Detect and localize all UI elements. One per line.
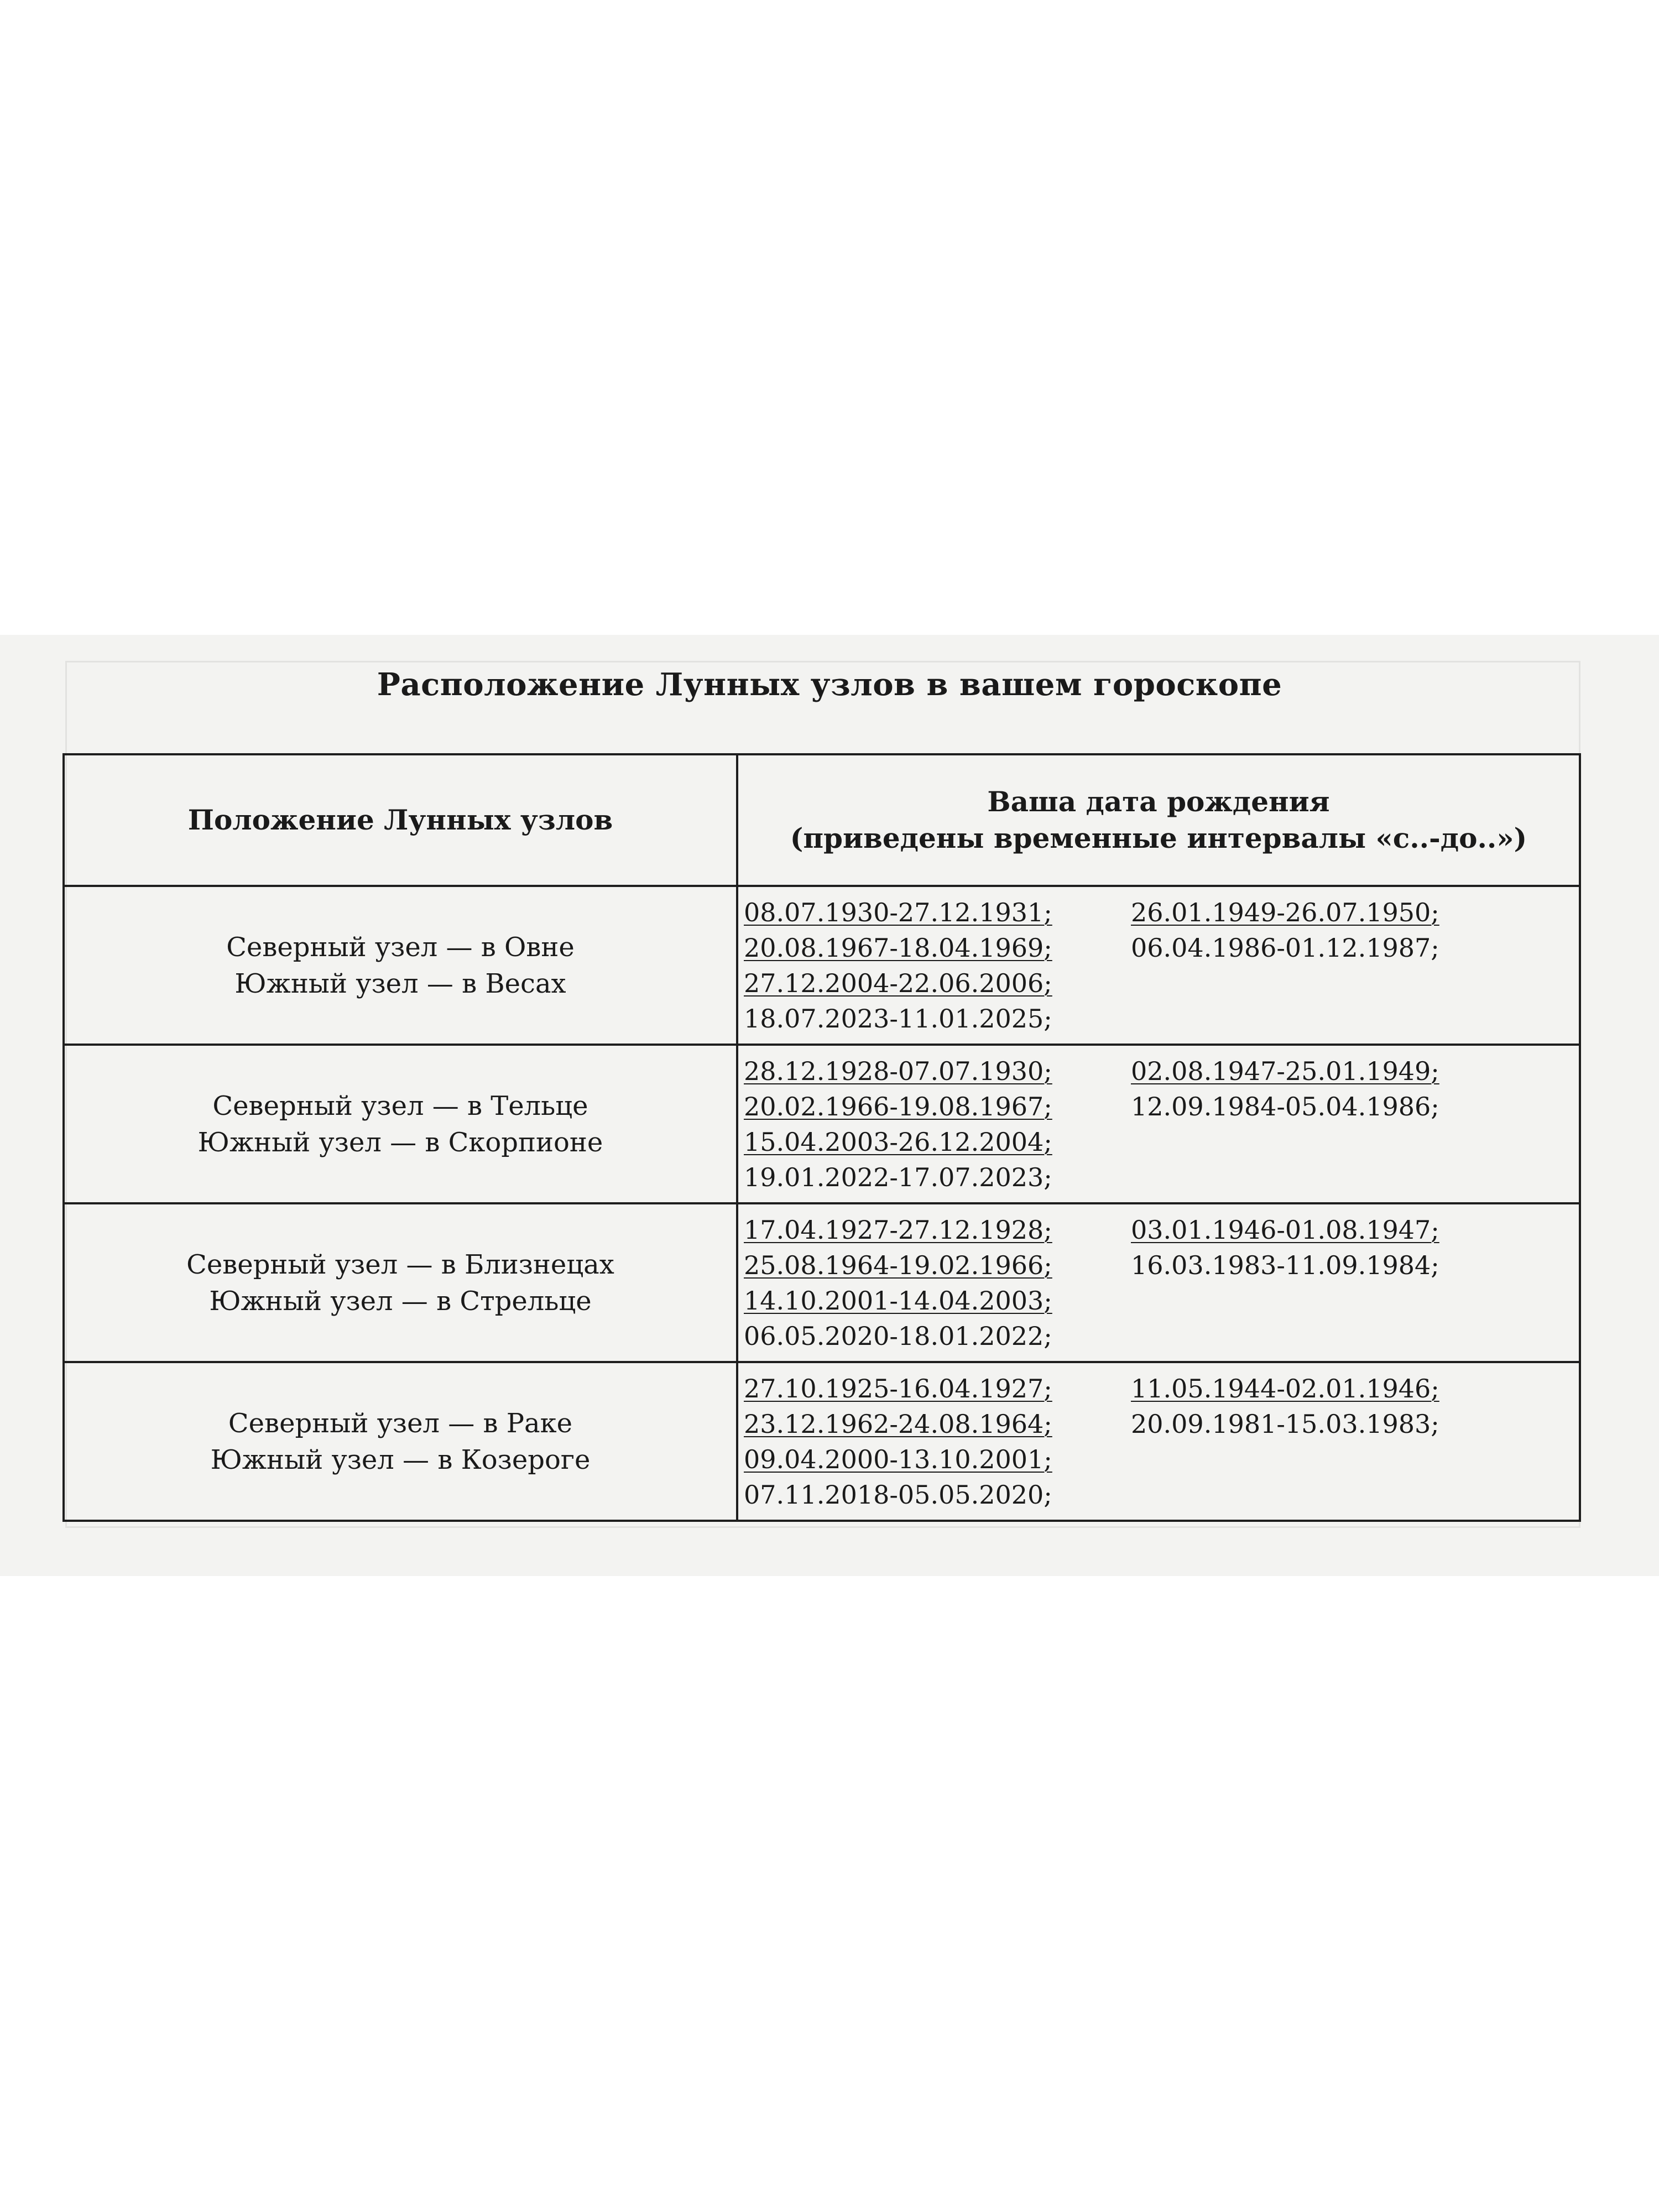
south-node-label: Южный узел — в Скорпионе <box>197 1126 603 1158</box>
dates-left-column <box>744 895 1131 1036</box>
date-interval: 15.04.2003-26.12.2004; <box>744 1126 1052 1157</box>
date-interval: 20.02.1966-19.08.1967; <box>744 1091 1052 1121</box>
date-interval: 23.12.1962-24.08.1964; <box>744 1408 1052 1439</box>
date-interval: 27.12.2004-22.06.2006; <box>744 968 1052 998</box>
dates-left-column <box>744 1212 1131 1354</box>
header-dates-subtitle: (приведены временные интервалы «с..-до..») <box>790 822 1527 854</box>
node-position-cell <box>64 886 737 1045</box>
lunar-nodes-table <box>62 753 1581 1522</box>
date-interval: 17.04.1927-27.12.1928; <box>744 1214 1052 1245</box>
header-position-cell <box>64 754 737 886</box>
date-interval: 20.09.1981-15.03.1983; <box>1131 1408 1439 1439</box>
header-position: Положение Лунных узлов <box>187 804 613 836</box>
date-interval: 11.05.1944-02.01.1946; <box>1131 1373 1439 1404</box>
date-interval: 08.07.1930-27.12.1931; <box>744 897 1052 927</box>
date-interval: 18.07.2023-11.01.2025; <box>744 1003 1052 1034</box>
table-row <box>64 1362 1580 1521</box>
dates-right-column <box>1131 895 1518 1036</box>
node-position-cell <box>64 1203 737 1362</box>
north-node-label: Северный узел — в Близнецах <box>186 1249 614 1280</box>
date-interval: 28.12.1928-07.07.1930; <box>744 1056 1052 1086</box>
south-node-label: Южный узел — в Стрельце <box>209 1285 592 1317</box>
south-node-label: Южный узел — в Весах <box>234 968 566 999</box>
birth-dates-cell <box>737 1362 1580 1521</box>
date-interval: 07.11.2018-05.05.2020; <box>744 1479 1052 1510</box>
date-interval: 20.08.1967-18.04.1969; <box>744 932 1052 963</box>
header-dates-cell <box>737 754 1580 886</box>
dates-left-column <box>744 1053 1131 1195</box>
date-interval: 19.01.2022-17.07.2023; <box>744 1162 1052 1192</box>
date-interval: 02.08.1947-25.01.1949; <box>1131 1056 1439 1086</box>
table-row <box>64 1203 1580 1362</box>
date-interval: 26.01.1949-26.07.1950; <box>1131 897 1439 927</box>
birth-dates-cell <box>737 886 1580 1045</box>
date-interval: 14.10.2001-14.04.2003; <box>744 1285 1052 1316</box>
dates-right-column <box>1131 1371 1518 1512</box>
birth-dates-cell <box>737 1045 1580 1203</box>
north-node-label: Северный узел — в Тельце <box>212 1090 588 1121</box>
page-title: Расположение Лунных узлов в вашем гороскопе <box>377 666 1282 703</box>
dates-left-column <box>744 1371 1131 1512</box>
table-header-row <box>64 754 1580 886</box>
date-interval: 09.04.2000-13.10.2001; <box>744 1444 1052 1474</box>
node-position-cell <box>64 1045 737 1203</box>
dates-right-column <box>1131 1053 1518 1195</box>
node-position-cell <box>64 1362 737 1521</box>
north-node-label: Северный узел — в Овне <box>226 931 575 963</box>
date-interval: 25.08.1964-19.02.1966; <box>744 1250 1052 1280</box>
table-row <box>64 886 1580 1045</box>
date-interval: 27.10.1925-16.04.1927; <box>744 1373 1052 1404</box>
date-interval: 06.05.2020-18.01.2022; <box>744 1321 1052 1351</box>
table-row <box>64 1045 1580 1203</box>
date-interval: 03.01.1946-01.08.1947; <box>1131 1214 1439 1245</box>
south-node-label: Южный узел — в Козероге <box>210 1444 591 1475</box>
date-interval: 16.03.1983-11.09.1984; <box>1131 1250 1439 1280</box>
dates-right-column <box>1131 1212 1518 1354</box>
birth-dates-cell <box>737 1203 1580 1362</box>
date-interval: 12.09.1984-05.04.1986; <box>1131 1091 1439 1121</box>
north-node-label: Северный узел — в Раке <box>228 1407 573 1439</box>
header-dates-title: Ваша дата рождения <box>987 785 1330 818</box>
date-interval: 06.04.1986-01.12.1987; <box>1131 932 1439 963</box>
